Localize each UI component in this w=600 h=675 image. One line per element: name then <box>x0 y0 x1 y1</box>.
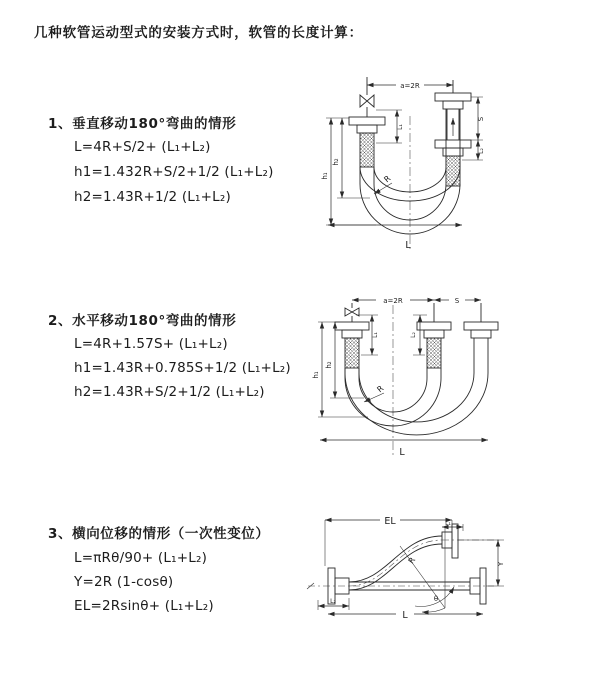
dim-S <box>471 97 485 140</box>
braided-hose-section <box>345 338 359 368</box>
dim-L2-label: L₂ <box>478 148 485 154</box>
radius-label: R <box>375 383 386 395</box>
dim-h1 <box>312 322 368 417</box>
right-pipe-upper-position <box>435 80 471 140</box>
dim-a-2R-label: a=2R <box>400 82 420 90</box>
diagram-lateral-displacement <box>302 502 600 670</box>
valve-icon <box>360 95 374 107</box>
dim-h1-label: h₁ <box>312 371 320 379</box>
dim-h1-label: h₁ <box>321 172 329 180</box>
middle-pipe-assembly <box>417 303 451 368</box>
section3-formula-EL: EL=2Rsinθ+ (L₁+L₂) <box>74 598 214 614</box>
left-pipe-assembly <box>349 77 385 167</box>
radius-label: R <box>382 173 393 185</box>
dim-a-2R <box>352 297 434 305</box>
dim-Y-label: Y <box>497 561 505 567</box>
diagram-vertical-180-bend <box>312 72 552 262</box>
dim-L1-label: L₁ <box>397 124 404 130</box>
dim-S-label: S <box>477 116 485 122</box>
dim-S <box>434 297 481 305</box>
dim-L2-label: L₂ <box>410 332 417 338</box>
angle-theta-label: θ <box>433 595 439 603</box>
right-pipe-moved-position <box>464 303 498 351</box>
dim-L2 <box>410 315 427 355</box>
dim-a-2R-label: a=2R <box>383 297 403 305</box>
dim-L1-label: L₁ <box>372 332 379 338</box>
section1-formula-h2: h2=1.43R+1/2 (L₁+L₂) <box>74 189 231 205</box>
dim-L-label: L <box>402 610 408 621</box>
section1-formula-h1: h1=1.432R+S/2+1/2 (L₁+L₂) <box>74 164 274 180</box>
dim-L <box>320 440 488 458</box>
braided-hose-section <box>446 156 460 186</box>
dim-L1 <box>376 110 404 143</box>
dim-L-label: L <box>405 240 411 251</box>
dim-L-label: L <box>399 447 405 458</box>
section3-heading: 3、横向位移的情形（一次性变位） <box>48 526 270 542</box>
dim-a-2R <box>367 82 453 90</box>
section2-formula-h1: h1=1.43R+0.785S+1/2 (L₁+L₂) <box>74 360 291 376</box>
braided-hose-section <box>360 133 374 167</box>
section1-formula-L: L=4R+S/2+ (L₁+L₂) <box>74 139 211 155</box>
dim-L2 <box>462 140 485 160</box>
dim-h2-label: h₂ <box>325 361 333 369</box>
page-title: 几种软管运动型式的安装方式时，软管的长度计算： <box>34 25 363 41</box>
section1-heading: 1、垂直移动180°弯曲的情形 <box>48 116 237 132</box>
dim-L2-label: L₂ <box>330 598 336 605</box>
section3-formula-Y: Y=2R (1-cosθ) <box>74 574 174 590</box>
section2-formula-L: L=4R+1.57S+ (L₁+L₂) <box>74 336 228 352</box>
dim-S-label: S <box>454 297 460 305</box>
dim-h2-label: h₂ <box>332 158 340 166</box>
section2-formula-h2: h2=1.43R+S/2+1/2 (L₁+L₂) <box>74 384 265 400</box>
section2-heading: 2、水平移动180°弯曲的情形 <box>48 313 237 329</box>
dim-L <box>328 225 462 251</box>
section3-formula-L: L=πRθ/90+ (L₁+L₂) <box>74 550 208 566</box>
dim-L <box>328 610 483 621</box>
angle-theta <box>415 587 454 612</box>
braided-hose-section <box>427 338 441 368</box>
diagram-horizontal-180-bend <box>312 283 557 463</box>
right-pipe-lower-position <box>435 140 471 186</box>
upper-right-flange <box>442 524 458 558</box>
dim-EL <box>325 516 452 566</box>
dim-Y <box>458 540 505 586</box>
hose-u-curves <box>345 351 488 435</box>
radius-label: R <box>406 555 418 566</box>
dim-L1-label: L₁ <box>445 520 451 527</box>
dim-L1 <box>356 315 379 355</box>
left-pipe-assembly <box>335 303 369 368</box>
dim-EL-label: EL <box>384 516 396 527</box>
dim-L2 <box>318 598 349 610</box>
